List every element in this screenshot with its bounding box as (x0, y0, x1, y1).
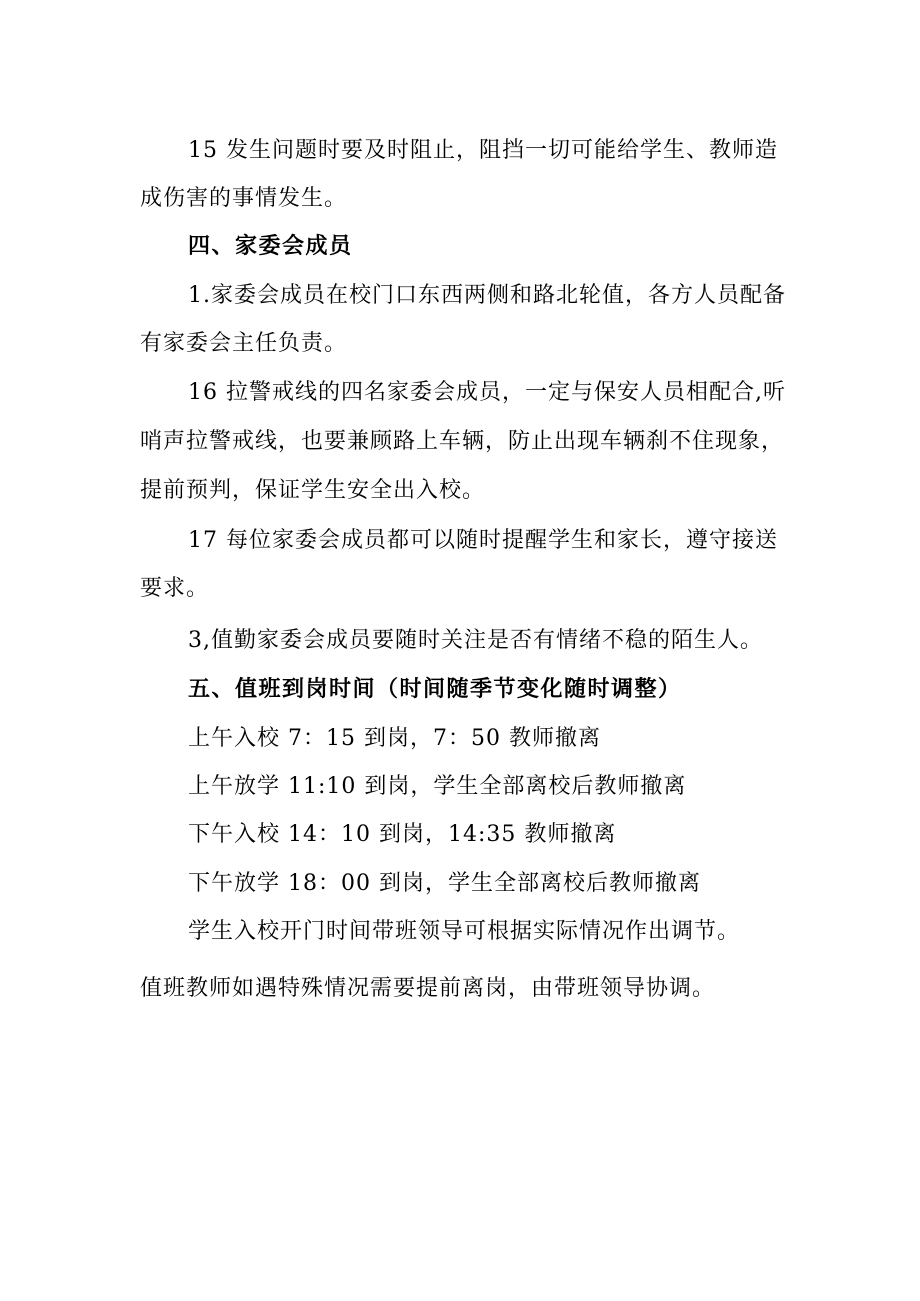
schedule-line: 下午放学 18：00 到岗，学生全部离校后教师撤离 (188, 871, 701, 896)
paragraph-line: 15 发生问题时要及时阻止，阻挡一切可能给学生、教师造 (188, 138, 778, 163)
paragraph-line: 哨声拉警戒线，也要兼顾路上车辆，防止出现车辆刹不住现象， (140, 429, 785, 454)
paragraph-line: 16 拉警戒线的四名家委会成员，一定与保安人员相配合,听 (188, 380, 786, 405)
paragraph-line: 值班教师如遇特殊情况需要提前离岗，由带班领导协调。 (140, 976, 716, 1001)
schedule-line: 下午入校 14：10 到岗，14:35 教师撤离 (188, 822, 617, 847)
section-heading: 五、值班到岗时间（时间随季节变化随时调整） (188, 677, 682, 702)
section-heading: 四、家委会成员 (188, 234, 353, 259)
paragraph-line: 提前预判，保证学生安全出入校。 (140, 478, 486, 503)
paragraph-line: 要求。 (140, 576, 210, 601)
paragraph-line: 成伤害的事情发生。 (140, 186, 348, 211)
schedule-line: 上午入校 7：15 到岗，7：50 教师撤离 (188, 726, 601, 751)
paragraph-line: 17 每位家委会成员都可以随时提醒学生和家长，遵守接送 (188, 528, 778, 553)
paragraph-line: 3,值勤家委会成员要随时关注是否有情绪不稳的陌生人。 (188, 628, 763, 653)
paragraph-line: 学生入校开门时间带班领导可根据实际情况作出调节。 (188, 919, 741, 944)
schedule-line: 上午放学 11:10 到岗，学生全部离校后教师撤离 (188, 774, 687, 799)
paragraph-line: 1.家委会成员在校门口东西两侧和路北轮值，各方人员配备 (188, 283, 786, 308)
paragraph-line: 有家委会主任负责。 (140, 331, 348, 356)
